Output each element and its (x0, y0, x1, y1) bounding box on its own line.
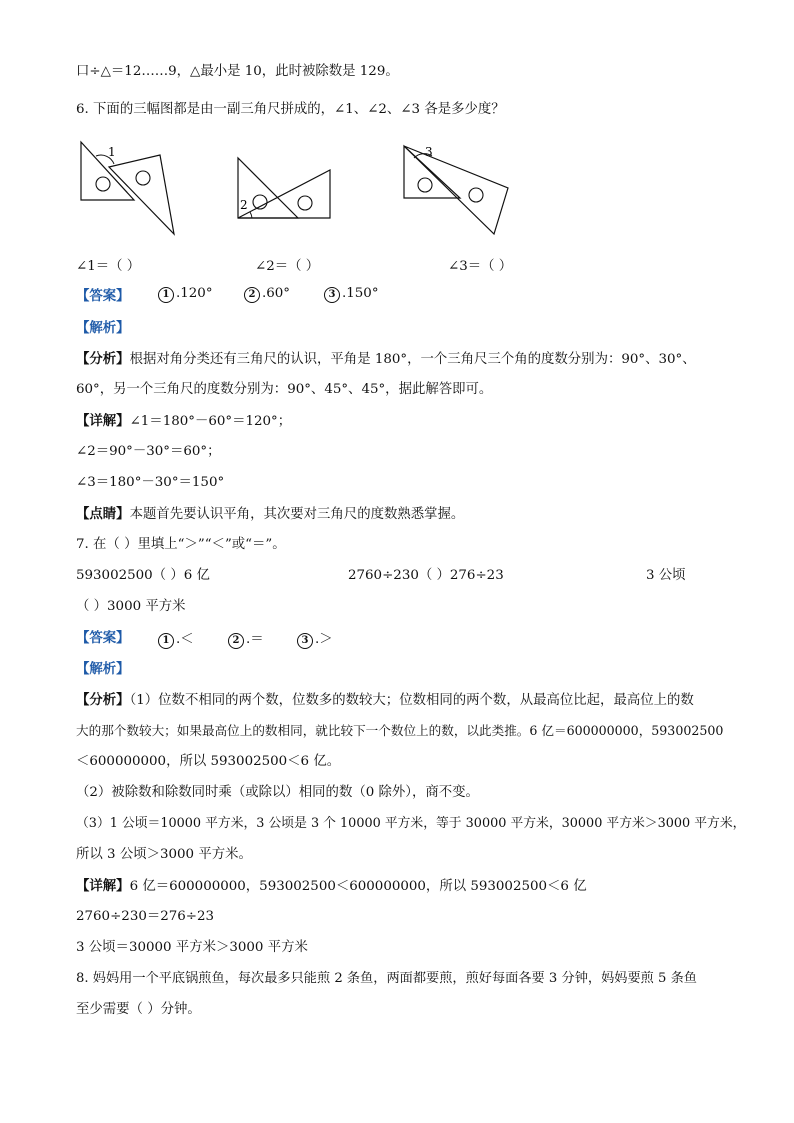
figure-1-triangles (74, 130, 184, 240)
circled-number-icon: 1 (158, 287, 174, 303)
circled-number-icon: 2 (244, 287, 260, 303)
q7-detail-line-1: 【详解】6 亿＝600000000，593002500＜600000000，所以 593002500＜6 亿 (76, 878, 587, 894)
q6-detail-line-1: 【详解】∠1＝180°－60°＝120°； (76, 413, 292, 429)
q7-analysis-line-5: （3）1 公顷＝10000 平方米，3 公顷是 3 个 10000 平方米，等于 30000 平方米，30000 平方米＞3000 平方米， (76, 816, 746, 831)
q7-detail-line-3: 3 公顷＝30000 平方米＞3000 平方米 (76, 940, 308, 955)
q7-answer-row (76, 628, 130, 649)
q7-analysis-line-3: ＜600000000，所以 593002500＜6 亿。 (76, 754, 341, 769)
q6-answer-2: 2 .60° (244, 286, 290, 303)
question-8-line-1: 8. 妈妈用一个平底锅煎鱼，每次最多只能煎 2 条鱼，两面都要煎，煎好每面各要 3 分钟，妈妈要煎 5 条鱼 (76, 971, 697, 986)
figure-2-angle-label: 2 (240, 198, 248, 212)
q7-problem-3-cont: （ ）3000 平方米 (76, 599, 186, 614)
q6-answer-1: 1 .120° (158, 286, 213, 303)
q7-answer-2: 2 .＝ (228, 628, 264, 649)
q7-problem-2: 2760÷230（ ）276÷23 (348, 568, 504, 583)
q7-analysis-heading: 【解析】 (76, 661, 130, 677)
q6-analysis-heading: 【解析】 (76, 320, 130, 336)
answer-tag: 【答案】 (76, 288, 130, 304)
q7-problem-3: 3 公顷 (646, 568, 686, 583)
q6-analysis-line-2: 60°，另一个三角尺的度数分别为：90°、45°、45°，据此解答即可。 (76, 382, 493, 397)
q7-answer-3: 3 .＞ (297, 628, 333, 649)
circled-number-icon: 2 (228, 633, 244, 649)
q7-analysis-line-1: 【分析】（1）位数不相同的两个数，位数多的数较大；位数相同的两个数，从最高位比起，最高位上的数 (76, 692, 694, 708)
figure-3-triangles (398, 138, 513, 238)
q7-detail-line-2: 2760÷230＝276÷23 (76, 909, 215, 924)
question-6: 6. 下面的三幅图都是由一副三角尺拼成的，∠1、∠2、∠3 各是多少度？ (76, 102, 505, 117)
figure-2-triangles (232, 150, 337, 225)
q6-answer-row (76, 286, 130, 307)
question-8-line-2: 至少需要（ ）分钟。 (76, 1002, 201, 1017)
q6-detail-line-2: ∠2＝90°－30°＝60°； (76, 444, 221, 459)
circled-number-icon: 3 (324, 287, 340, 303)
q6-answer-3: 3 .150° (324, 286, 379, 303)
q6-detail-line-3: ∠3＝180°－30°＝150° (76, 475, 225, 490)
prev-answer-line: 口÷△＝12……9，△最小是 10，此时被除数是 129。 (76, 64, 399, 79)
angle-1-blank[interactable]: ∠1＝（ ） (76, 259, 141, 274)
angle-2-blank[interactable]: ∠2＝（ ） (255, 259, 320, 274)
q6-analysis-line-1: 【分析】根据对角分类还有三角尺的认识，平角是 180°，一个三角尺三个角的度数分别为：90°、30°、 (76, 351, 696, 367)
question-7: 7. 在（ ）里填上“＞”“＜”或“＝”。 (76, 537, 286, 552)
q7-analysis-line-6: 所以 3 公顷＞3000 平方米。 (76, 847, 252, 862)
q7-answer-1: 1 .＜ (158, 628, 194, 649)
circled-number-icon: 3 (297, 633, 313, 649)
q6-comment: 【点睛】本题首先要认识平角，其次要对三角尺的度数熟悉掌握。 (76, 506, 465, 522)
circled-number-icon: 1 (158, 633, 174, 649)
figure-3-angle-label: 3 (425, 145, 433, 159)
figure-1-angle-label: 1 (108, 145, 116, 159)
angle-3-blank[interactable]: ∠3＝（ ） (448, 259, 513, 274)
q7-analysis-line-2: 大的那个数较大；如果最高位上的数相同，就比较下一个数位上的数，以此类推。6 亿＝600000000，593002500 (76, 723, 724, 738)
answer-tag: 【答案】 (76, 630, 130, 646)
q7-analysis-line-4: （2）被除数和除数同时乘（或除以）相同的数（0 除外），商不变。 (76, 785, 479, 800)
q7-problem-1: 593002500（ ）6 亿 (76, 568, 210, 583)
